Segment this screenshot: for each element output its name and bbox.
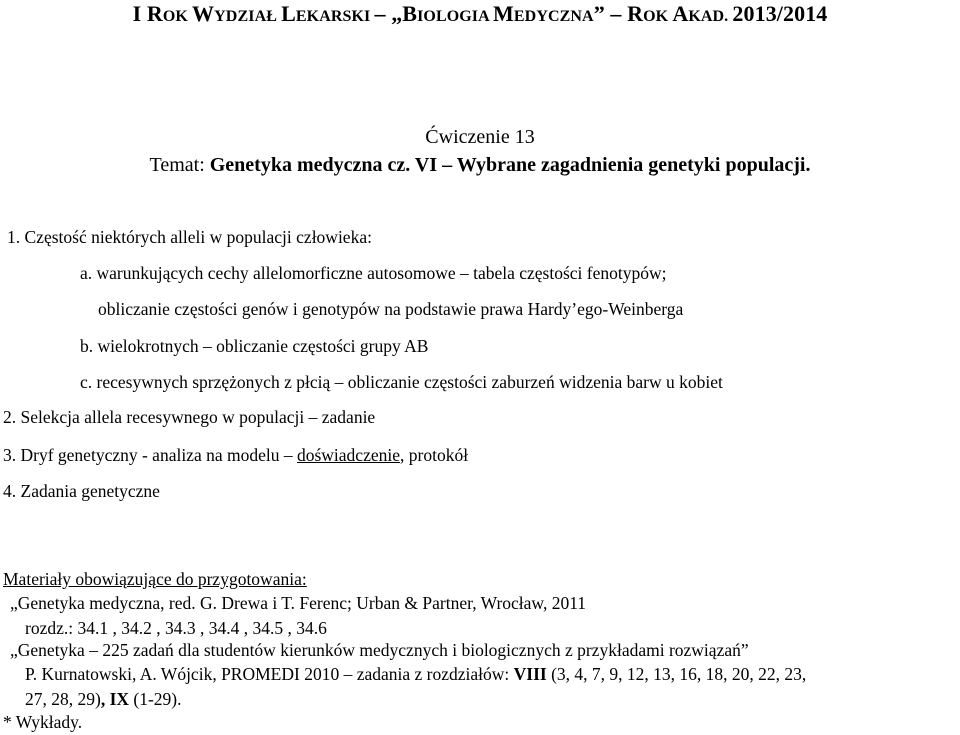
document-header	[0, 2, 960, 26]
item-1a-text-1: a. warunkujących cechy allelomorficzne autosomowe – tabela częstości fenotypów;	[80, 263, 667, 283]
header-part: KAD.	[688, 8, 733, 25]
topic-line	[0, 154, 960, 176]
item-1a-line-2	[98, 300, 683, 319]
material-2-chapter-viii: VIII	[513, 664, 547, 684]
material-2-authors	[25, 665, 806, 684]
materials-heading	[3, 570, 307, 589]
header-part: ”	[593, 1, 611, 26]
topic-text: Genetyka medyczna cz. VI – Wybrane zagadnienia genetyki populacji.	[209, 154, 811, 176]
item-3	[3, 446, 468, 465]
header-part: B	[402, 1, 418, 26]
item-1	[7, 228, 372, 247]
header-part: A	[672, 1, 689, 26]
material-2-text: „Genetyka – 225 zadań dla studentów kierunków medycznych i biologicznych z przykładami rozwiązań”	[10, 640, 749, 660]
materials-heading-text: Materiały obowiązujące do przygotowania:	[3, 569, 307, 589]
item-1a-line-1	[80, 264, 667, 283]
material-2-viii-list: (3, 4, 7, 9, 12, 13, 16, 18, 20, 22, 23,	[546, 664, 807, 684]
material-1-text: „Genetyka medyczna, red. G. Drewa i T. Ferenc; Urban & Partner, Wrocław, 2011	[10, 593, 587, 613]
material-2-comma: ,	[100, 689, 106, 709]
exercise-title	[0, 126, 960, 148]
topic-label: Temat:	[149, 154, 210, 176]
item-2-text: 2. Selekcja allela recesywnego w populacji – zadanie	[3, 407, 376, 427]
material-2-cont-text: 27, 28, 29)	[25, 689, 101, 709]
lectures-note-text: * Wykłady.	[3, 712, 83, 732]
header-part: M	[493, 1, 514, 26]
header-part: EDYCZNA	[513, 8, 594, 25]
header-part: OK	[643, 8, 673, 25]
exercise-text: Ćwiczenie 13	[425, 126, 535, 148]
material-1-chapters-text: rozdz.: 34.1 , 34.2 , 34.3 , 34.4 , 34.5 , 34.6	[25, 618, 327, 638]
header-part: OK	[162, 8, 193, 25]
item-1b-text: b. wielokrotnych – obliczanie częstości grupy AB	[80, 336, 429, 356]
header-part: EKARSKI	[295, 8, 375, 25]
header-part: I	[132, 1, 147, 26]
item-1a-text-2: obliczanie częstości genów i genotypów na podstawie prawa Hardy’ego-Weinberga	[98, 299, 684, 319]
header-part: W	[192, 1, 215, 26]
material-2-ix-list: (1-29).	[129, 689, 182, 709]
item-2	[3, 408, 375, 427]
header-part: 2013/2014	[732, 1, 828, 26]
item-1-text: 1. Częstość niektórych alleli w populacji człowieka:	[7, 227, 372, 247]
item-4	[3, 482, 160, 501]
item-3-underlined: doświadczenie	[296, 445, 400, 465]
item-1c-text: c. recesywnych sprzężonych z płcią – obliczanie częstości zaburzeń widzenia barw u kobiet	[80, 372, 723, 392]
header-part: IOLOGIA	[417, 8, 494, 25]
material-1	[10, 594, 586, 613]
header-part: L	[281, 1, 296, 26]
item-1c	[80, 373, 723, 392]
item-1b	[80, 337, 428, 356]
item-4-text: 4. Zadania genetyczne	[3, 481, 160, 501]
material-2-chapter-ix: IX	[105, 689, 130, 709]
header-part: „	[391, 1, 403, 26]
item-3-text-post: , protokół	[400, 445, 469, 465]
header-part: –	[610, 1, 628, 26]
material-1-chapters	[25, 619, 327, 638]
lectures-note	[3, 713, 82, 732]
header-part: –	[374, 1, 392, 26]
header-part: R	[146, 1, 163, 26]
material-2-continuation	[25, 690, 182, 709]
material-2	[10, 641, 749, 660]
header-part: R	[627, 1, 644, 26]
item-3-text: 3. Dryf genetyczny - analiza na modelu –	[3, 445, 297, 465]
material-2-authors-text: P. Kurnatowski, A. Wójcik, PROMEDI 2010 – zadania z rozdziałów:	[25, 664, 514, 684]
header-part: YDZIAŁ	[214, 8, 282, 25]
